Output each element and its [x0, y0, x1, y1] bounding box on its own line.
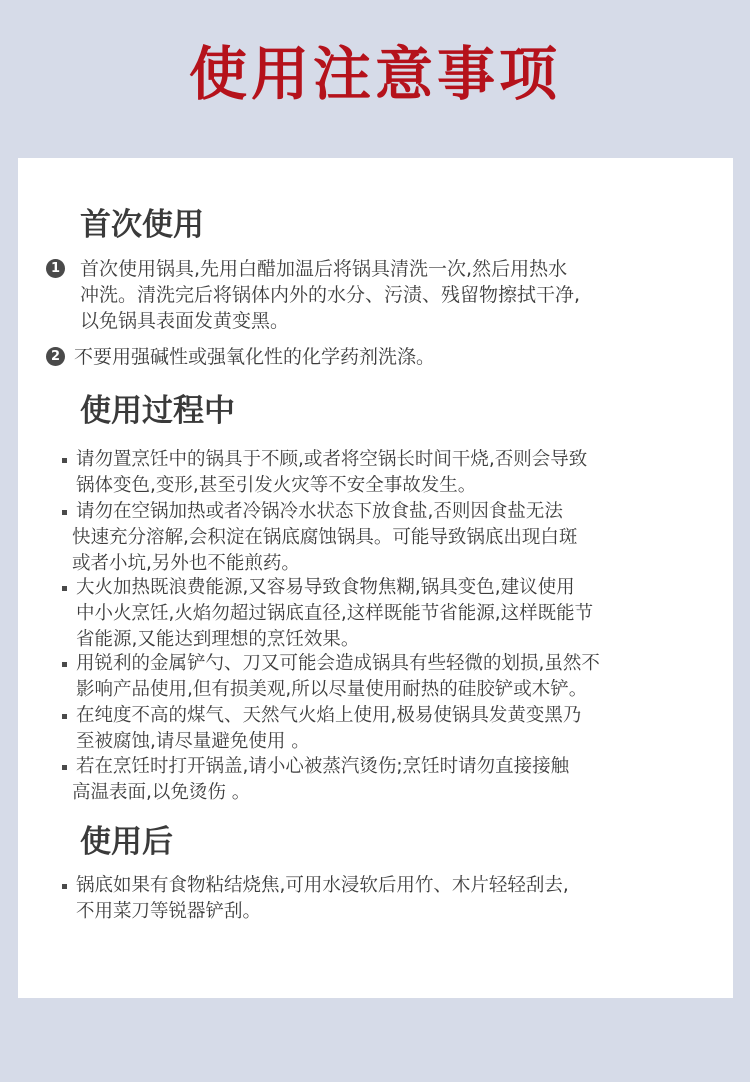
- bullet-icon: [62, 662, 67, 667]
- item-line: 请勿在空锅加热或者冷锅冷水状态下放食盐,否则因食盐无法: [76, 501, 563, 522]
- list-item: [62, 651, 600, 703]
- item-line: 请勿置烹饪中的锅具于不顾,或者将空锅长时间干烧,否则会导致: [76, 449, 588, 470]
- item-line: 以免锅具表面发黄变黑。: [80, 310, 290, 332]
- page-title: 使用注意事项: [188, 40, 561, 108]
- list-item: [46, 344, 435, 370]
- number-badge: 2: [46, 347, 65, 366]
- bullet-icon: [62, 884, 67, 889]
- list-item: [62, 873, 569, 925]
- bullet-icon: [62, 714, 67, 719]
- item-line: 首次使用锅具,先用白醋加温后将锅具清洗一次,然后用热水: [80, 258, 568, 280]
- item-line: 或者小坑,另外也不能煎药。: [72, 553, 300, 574]
- list-item: [62, 447, 587, 499]
- item-line: 省能源,又能达到理想的烹饪效果。: [76, 629, 360, 650]
- list-item: [62, 754, 569, 806]
- list-item: [62, 499, 577, 577]
- section-heading-after-use: 使用后: [80, 824, 173, 860]
- list-item: [62, 575, 593, 653]
- item-line: 锅体变色,变形,甚至引发火灾等不安全事故发生。: [76, 475, 477, 496]
- item-line: 用锐利的金属铲勺、刀又可能会造成锅具有些轻微的划损,虽然不: [76, 653, 600, 674]
- section-heading-first-use: 首次使用: [80, 207, 204, 243]
- section-heading-during-use: 使用过程中: [80, 393, 235, 429]
- item-line: 高温表面,以免烫伤 。: [72, 782, 251, 803]
- item-line: 大火加热既浪费能源,又容易导致食物焦糊,锅具变色,建议使用: [76, 577, 575, 598]
- bullet-icon: [62, 586, 67, 591]
- item-line: 影响产品使用,但有损美观,所以尽量使用耐热的硅胶铲或木铲。: [76, 679, 588, 700]
- list-item: [46, 256, 580, 334]
- list-item: [62, 703, 581, 755]
- bullet-icon: [62, 765, 67, 770]
- item-line: 冲洗。清洗完后将锅体内外的水分、污渍、残留物擦拭干净,: [80, 284, 581, 306]
- number-badge: 1: [46, 259, 65, 278]
- notice-card: [18, 158, 733, 998]
- item-line: 快速充分溶解,会积淀在锅底腐蚀锅具。可能导致锅底出现白斑: [72, 527, 578, 548]
- item-line: 至被腐蚀,请尽量避免使用 。: [76, 731, 310, 752]
- bullet-icon: [62, 458, 67, 463]
- item-line: 在纯度不高的煤气、天然气火焰上使用,极易使锅具发黄变黑乃: [76, 705, 582, 726]
- item-line: 锅底如果有食物粘结烧焦,可用水浸软后用竹、木片轻轻刮去,: [76, 875, 569, 896]
- item-line: 不用菜刀等锐器铲刮。: [76, 901, 262, 922]
- item-line: 若在烹饪时打开锅盖,请小心被蒸汽烫伤;烹饪时请勿直接接触: [76, 756, 570, 777]
- item-line: 中小火烹饪,火焰勿超过锅底直径,这样既能节省能源,这样既能节: [76, 603, 594, 624]
- bullet-icon: [62, 510, 67, 515]
- item-line: 不要用强碱性或强氧化性的化学药剂洗涤。: [74, 346, 436, 368]
